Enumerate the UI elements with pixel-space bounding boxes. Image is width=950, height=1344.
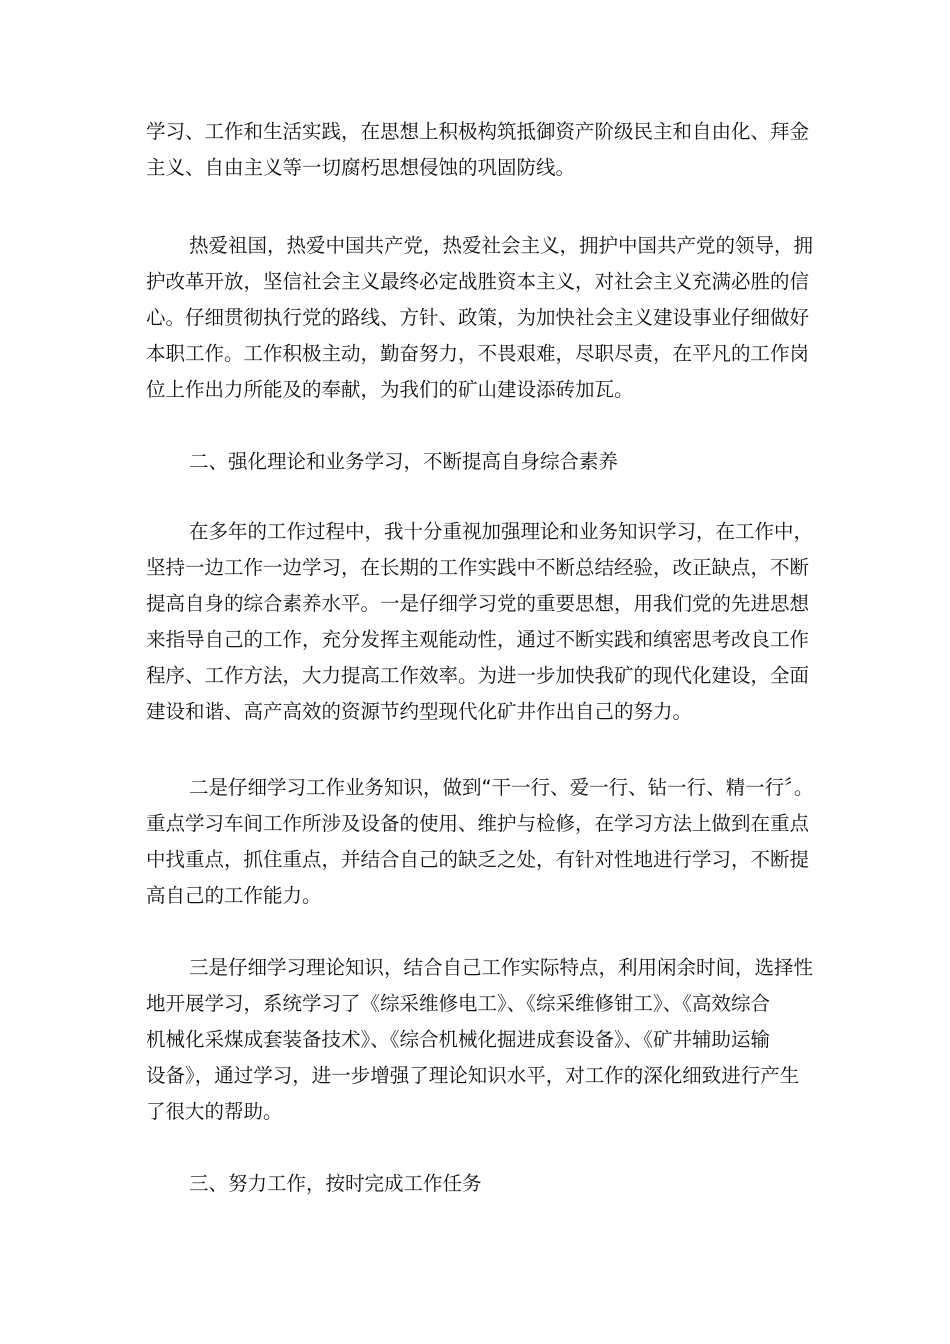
- text-line: 中找重点，抓住重点，并结合自己的缺乏之处，有针对性地进行学习，不断提: [146, 848, 810, 871]
- text-line: 护改革开放，坚信社会主义最终必定战胜资本主义，对社会主义充满必胜的信: [146, 270, 810, 293]
- section-heading-three: [146, 1166, 816, 1202]
- text-line: 二是仔细学习工作业务知识，做到“干一行、爱一行、钻一行、精一行〞。: [189, 776, 814, 799]
- text-line: 地开展学习，系统学习了《综采维修电工》、《综采维修钳工》、《高效综合: [146, 992, 771, 1015]
- paragraph-ideology-defense: [146, 114, 816, 186]
- text-line: 坚持一边工作一边学习，在长期的工作实践中不断总结经验，改正缺点，不断: [146, 556, 810, 579]
- paragraph-study-theory: [146, 514, 816, 730]
- section-heading-two: [146, 444, 816, 480]
- text-line: 本职工作。工作积极主动，勤奋努力，不畏艰难，尽职尽责，在平凡的工作岗: [146, 342, 810, 365]
- text-line: 建设和谐、高产高效的资源节约型现代化矿井作出自己的努力。: [146, 700, 693, 723]
- paragraph-love-country: [146, 228, 816, 408]
- text-line: 了很大的帮助。: [146, 1100, 283, 1123]
- text-line: 机械化采煤成套装备技术》、《综合机械化掘进成套设备》、《矿井辅助运输: [146, 1028, 771, 1051]
- text-line: 热爱祖国，热爱中国共产党，热爱社会主义，拥护中国共产党的领导，拥: [189, 234, 814, 257]
- section-heading: 三、努力工作，按时完成工作任务: [189, 1172, 482, 1195]
- section-heading: 二、强化理论和业务学习，不断提高自身综合素养: [189, 450, 619, 473]
- paragraph-theory-knowledge: [146, 950, 816, 1130]
- text-line: 设备》，通过学习，进一步增强了理论知识水平，对工作的深化细致进行产生: [146, 1064, 800, 1087]
- text-line: 提高自身的综合素养水平。一是仔细学习党的重要思想，用我们党的先进思想: [146, 592, 810, 615]
- text-line: 学习、工作和生活实践，在思想上积极构筑抵御资产阶级民主和自由化、拜金: [146, 120, 810, 143]
- text-line: 重点学习车间工作所涉及设备的使用、维护与检修，在学习方法上做到在重点: [146, 812, 810, 835]
- text-line: 心。仔细贯彻执行党的路线、方针、政策，为加快社会主义建设事业仔细做好: [146, 306, 810, 329]
- text-line: 主义、自由主义等一切腐朽思想侵蚀的巩固防线。: [146, 156, 576, 179]
- text-line: 来指导自己的工作，充分发挥主观能动性，通过不断实践和缜密思考改良工作: [146, 628, 810, 651]
- text-line: 高自己的工作能力。: [146, 884, 322, 907]
- text-line: 三是仔细学习理论知识，结合自己工作实际特点，利用闲余时间，选择性: [189, 956, 814, 979]
- text-line: 位上作出力所能及的奉献，为我们的矿山建设添砖加瓦。: [146, 378, 634, 401]
- text-line: 程序、工作方法，大力提高工作效率。为进一步加快我矿的现代化建设，全面: [146, 664, 810, 687]
- paragraph-business-knowledge: [146, 770, 816, 914]
- text-line: 在多年的工作过程中，我十分重视加强理论和业务知识学习，在工作中，: [189, 520, 814, 543]
